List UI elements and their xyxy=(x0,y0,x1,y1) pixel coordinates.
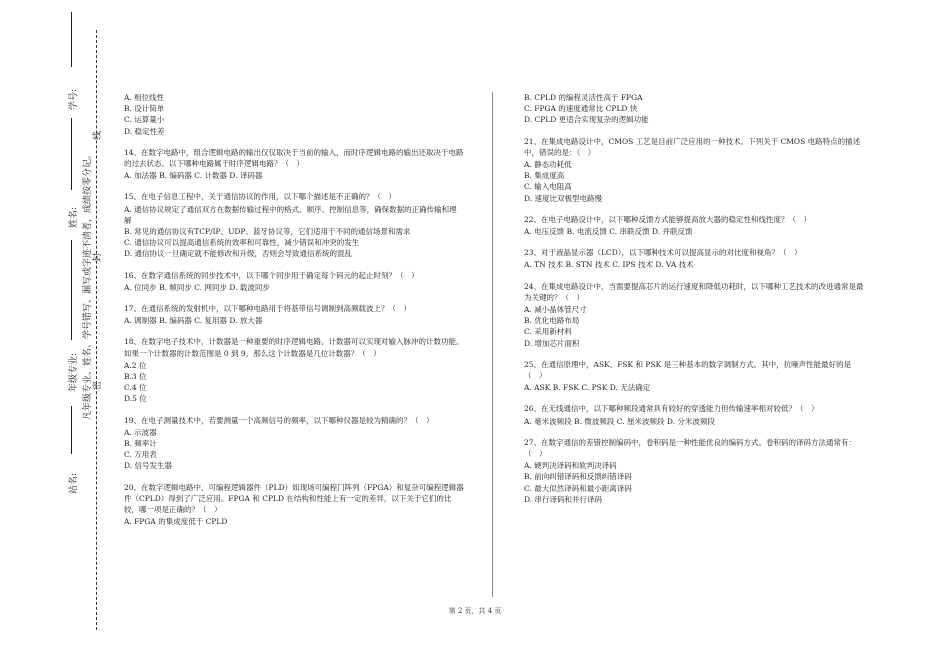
question-stem: 16、在数字通信系统的同步技术中，以下哪个同步用于确定每个码元的起止时刻？（ ） xyxy=(124,270,419,280)
question-23 xyxy=(524,247,864,270)
question-18 xyxy=(124,336,464,404)
school-blank xyxy=(71,406,72,454)
question-stem: 24、在集成电路设计中，当需要提高芯片的运行速度和降低功耗时，以下哪种工艺技术的改进通常是最为关键的？（ ） xyxy=(524,281,864,302)
option: B. 设计简单 xyxy=(124,104,165,114)
option: A. 示波器 xyxy=(124,427,157,437)
question-stem: 22、在电子电路设计中，以下哪种反馈方式能够提高放大器的稳定性和线性度？（ ） xyxy=(524,214,812,224)
option: D. CPLD 更适合实现复杂的逻辑功能 xyxy=(524,115,649,125)
option: B. 频率计 xyxy=(124,439,157,449)
question-19 xyxy=(124,415,464,472)
school-label: 站名: xyxy=(69,472,79,494)
page-number: 第 2 页，共 4 页 xyxy=(448,607,502,615)
question-stem: 19、在电子测量技术中，若要测量一个高频信号的频率，以下哪种仪器是较为精确的？（ ） xyxy=(124,415,434,425)
fold-instruction: 凡年级专业、姓名、学号错写、漏写或字迹不清者，成绩按零分记。 xyxy=(83,149,93,420)
option: C. 运算量小 xyxy=(124,115,165,125)
seal-mark-line: 线 xyxy=(93,130,103,140)
question-stem: 20、在数字逻辑电路中，可编程逻辑器件（PLD）如现场可编程门阵列（FPGA）和复杂可编程逻辑器件（CPLD）得到了广泛应用。FPGA 和 CPLD 在结构和性能上有一定的差异，以下关于它们的比较，哪一项是正确的？（ ） xyxy=(124,482,464,515)
question-stem: 25、在通信原理中，ASK、FSK 和 PSK 是三种基本的数字调制方式。其中，抗噪声性能最好的是（ ） xyxy=(524,359,852,381)
student-id-label: 学号: xyxy=(69,88,79,110)
question-stem: 14、在数字电路中，组合逻辑电路的输出仅仅取决于当前的输入，而时序逻辑电路的输出还取决于电路的过去状态。以下哪种电路属于时序逻辑电路？（ ） xyxy=(124,147,464,169)
grade-major-label: 年级专业: xyxy=(69,352,79,392)
question-25 xyxy=(524,359,864,394)
question-stem: 18、在数字电子技术中，计数器是一种重要的时序逻辑电路。计数器可以实现对输入脉冲的计数功能。如果一个计数器的计数范围是 0 到 9，那么这个计数器是几位计数器？（ ） xyxy=(124,337,464,358)
option: A. 相位线性 xyxy=(124,93,165,102)
option: D. 速度比双极型电路慢 xyxy=(524,193,603,203)
option: A. FPGA 的集成度低于 CPLD xyxy=(124,517,228,527)
q20-continuation xyxy=(524,92,864,126)
question-stem: 15、在电子信息工程中，关于通信协议的作用，以下哪个描述是不正确的？（ ） xyxy=(124,192,397,202)
name-label: 姓名: xyxy=(69,206,79,228)
option: D. 串行译码和并行译码 xyxy=(524,494,603,504)
option: D. 信号发生器 xyxy=(124,461,173,471)
option: A. ASK B. FSK C. PSK D. 无法确定 xyxy=(524,383,651,393)
question-15 xyxy=(124,191,464,259)
q13-continuation xyxy=(124,92,464,137)
option: A. 电压反馈 B. 电流反馈 C. 串联反馈 D. 并联反馈 xyxy=(524,227,693,237)
question-22 xyxy=(524,214,864,237)
question-17 xyxy=(124,303,464,326)
option: B. CPLD 的编程灵活性高于 FPGA xyxy=(524,93,643,102)
option: C. 最大似然译码和最小距离译码 xyxy=(524,483,632,493)
column-divider xyxy=(492,92,493,597)
question-27 xyxy=(524,437,864,505)
option: A. 位同步 B. 帧同步 C. 网同步 D. 载波同步 xyxy=(124,282,270,292)
question-16 xyxy=(124,270,464,293)
option: D. 稳定性差 xyxy=(124,126,165,136)
option: B. 前向纠错译码和反馈纠错译码 xyxy=(524,472,632,482)
option: D. 增加芯片面积 xyxy=(524,338,580,348)
option: A. 硬判决译码和软判决译码 xyxy=(524,461,617,471)
question-20 xyxy=(124,482,464,528)
option: B. 集成度高 xyxy=(524,171,565,181)
question-14 xyxy=(124,147,464,182)
option: A. TN 技术 B. STN 技术 C. IPS 技术 D. VA 技术 xyxy=(524,260,694,270)
option: A. 毫米波频段 B. 微波频段 C. 厘米波频段 D. 分米波频段 xyxy=(524,416,715,426)
left-column xyxy=(124,92,464,538)
question-21 xyxy=(524,136,864,204)
option: A. 加法器 B. 编码器 C. 计数器 D. 译码器 xyxy=(124,171,263,181)
option: A. 调制器 B. 编码器 C. 复用器 D. 放大器 xyxy=(124,316,263,326)
option: C.4 位 xyxy=(124,383,147,393)
seal-mark-tight: 密 xyxy=(93,380,103,390)
right-column xyxy=(524,92,864,515)
option: B.3 位 xyxy=(124,372,147,382)
binding-strip xyxy=(0,0,110,672)
option: C. 采用新材料 xyxy=(524,327,572,337)
option: C. FPGA 的速度通常比 CPLD 快 xyxy=(524,104,638,114)
question-stem: 23、对于液晶显示器（LCD），以下哪种技术可以提高显示的对比度和视角？（ ） xyxy=(524,248,802,258)
fold-line xyxy=(96,30,97,630)
option: D. 通信协议一旦确定就不能修改和升级，否则会导致通信系统的混乱 xyxy=(124,249,353,259)
student-id-blank xyxy=(71,12,72,67)
question-stem: 27、在数字通信的差错控制编码中，卷积码是一种性能优良的编码方式。卷积码的译码方法通常有：（ ） xyxy=(524,437,857,459)
option: A. 静态功耗低 xyxy=(524,160,572,170)
grade-major-blank xyxy=(71,240,72,340)
option: C. 通信协议可以提高通信系统的效率和可靠性，减少错误和冲突的发生 xyxy=(124,238,360,248)
option: A. 通信协议规定了通信双方在数据传输过程中的格式、顺序、控制信息等，确保数据的正确传输和理解 xyxy=(124,204,457,225)
option: D.5 位 xyxy=(124,394,147,404)
option: B. 常见的通信协议有TCP/IP、UDP、蓝牙协议等，它们适用于不同的通信场景和需求 xyxy=(124,227,411,237)
option: C. 万用表 xyxy=(124,450,157,460)
option: A. 减小晶体管尺寸 xyxy=(524,305,587,315)
question-stem: 26、在无线通信中，以下哪种频段通常具有较好的穿透能力但传输速率相对较低？（ ） xyxy=(524,404,819,414)
name-blank xyxy=(71,118,72,190)
seal-mark-seal: 封 xyxy=(93,252,103,262)
option: A.2 位 xyxy=(124,360,147,370)
question-26 xyxy=(524,403,864,426)
option: B. 优化电路布局 xyxy=(524,316,580,326)
question-stem: 21、在集成电路设计中，CMOS 工艺是目前广泛应用的一种技术。下列关于 CMOS 电路特点的描述中，错误的是：（ ） xyxy=(524,136,861,157)
question-stem: 17、在通信系统的发射机中，以下哪种电路用于将基带信号调制到高频载波上？（ ） xyxy=(124,304,412,314)
option: C. 输入电阻高 xyxy=(524,182,572,192)
question-24 xyxy=(524,281,864,349)
